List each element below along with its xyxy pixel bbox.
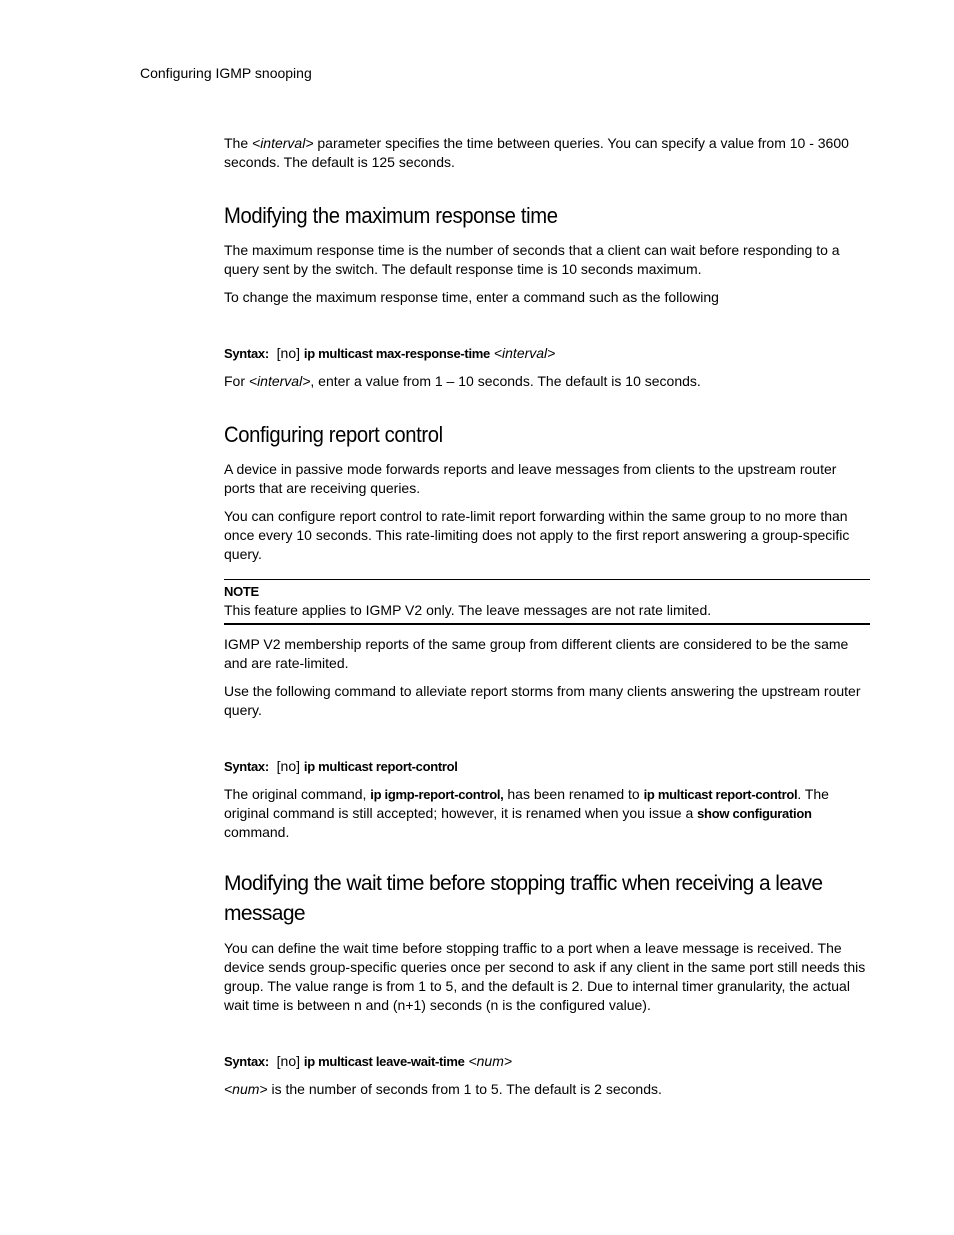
max-response-syntax bbox=[224, 344, 870, 363]
heading-report-control: Configuring report control bbox=[224, 422, 443, 447]
leave-wait-paragraph-1: You can define the wait time before stopping traffic to a port when a leave message is received. The device sends group-specific queries once per second to ask if any client in the same port still needs this group. The value range is from 1 to 5, and the default is 2. Due to internal timer granularity, the actual wait time is between n and (n+1) seconds (n is the configured value). bbox=[224, 940, 866, 1013]
text: For bbox=[224, 373, 249, 389]
syntax-command: ip multicast report-control bbox=[303, 759, 458, 774]
report-control-syntax bbox=[224, 757, 870, 776]
syntax-no: [no] bbox=[276, 758, 301, 774]
max-response-paragraph-3 bbox=[224, 372, 870, 391]
syntax-label: Syntax: bbox=[224, 1054, 269, 1069]
text: parameter specifies the time between queries. You can specify a value from 10 - 3600 seconds. The default is 125 seconds. bbox=[224, 135, 849, 170]
note-box bbox=[224, 579, 870, 625]
interval-paragraph bbox=[224, 134, 870, 172]
text: The bbox=[224, 135, 253, 151]
interval-variable: <interval> bbox=[252, 135, 314, 151]
report-control-paragraph-3: IGMP V2 membership reports of the same group from different clients are considered to be the same and are rate-limited. bbox=[224, 636, 849, 671]
heading-leave-wait-time: Modifying the wait time before stopping traffic when receiving a leave message bbox=[224, 872, 823, 925]
syntax-no: [no] bbox=[276, 345, 301, 361]
command-name: ip igmp-report-control, bbox=[370, 787, 504, 802]
running-head: Configuring IGMP snooping bbox=[140, 65, 312, 81]
report-control-paragraph-2: You can configure report control to rate-limit report forwarding within the same group to no more than once every 10 seconds. This rate-limiting does not apply to the first report answering a group-specific query. bbox=[224, 508, 850, 562]
text: is the number of seconds from 1 to 5. The default is 2 seconds. bbox=[267, 1081, 662, 1097]
syntax-label: Syntax: bbox=[224, 759, 269, 774]
max-response-paragraph-2: To change the maximum response time, enter a command such as the following bbox=[224, 289, 719, 305]
heading-max-response-time: Modifying the maximum response time bbox=[224, 203, 558, 228]
report-control-paragraph-4: Use the following command to alleviate report storms from many clients answering the upstream router query. bbox=[224, 683, 861, 718]
leave-wait-paragraph-2 bbox=[224, 1080, 870, 1099]
text: , enter a value from 1 – 10 seconds. The default is 10 seconds. bbox=[310, 373, 701, 389]
syntax-argument: <num> bbox=[468, 1053, 513, 1069]
leave-wait-syntax bbox=[224, 1052, 870, 1071]
note-label: NOTE bbox=[224, 584, 259, 599]
report-control-paragraph-5 bbox=[224, 785, 870, 842]
syntax-label: Syntax: bbox=[224, 346, 269, 361]
syntax-command: ip multicast max-response-time bbox=[303, 346, 490, 361]
syntax-no: [no] bbox=[276, 1053, 301, 1069]
text: . The original command is still accepted; however, it is renamed when you issue a bbox=[224, 786, 829, 821]
command-name: ip multicast report-control bbox=[643, 787, 798, 802]
document-body bbox=[224, 134, 870, 1108]
command-name: show configuration bbox=[697, 806, 812, 821]
report-control-paragraph-1: A device in passive mode forwards reports and leave messages from clients to the upstream router ports that are receiving queries. bbox=[224, 461, 837, 496]
note-text: This feature applies to IGMP V2 only. The leave messages are not rate limited. bbox=[224, 602, 712, 618]
text: The original command, bbox=[224, 786, 371, 802]
interval-variable: <interval> bbox=[248, 373, 311, 389]
syntax-command: ip multicast leave-wait-time bbox=[303, 1054, 465, 1069]
num-variable: <num> bbox=[224, 1081, 268, 1097]
max-response-paragraph-1: The maximum response time is the number of seconds that a client can wait before responding to a query sent by the switch. The default response time is 10 seconds maximum. bbox=[224, 242, 840, 277]
text: has been renamed to bbox=[503, 786, 644, 802]
syntax-argument: <interval> bbox=[493, 345, 556, 361]
text: command. bbox=[224, 824, 290, 840]
